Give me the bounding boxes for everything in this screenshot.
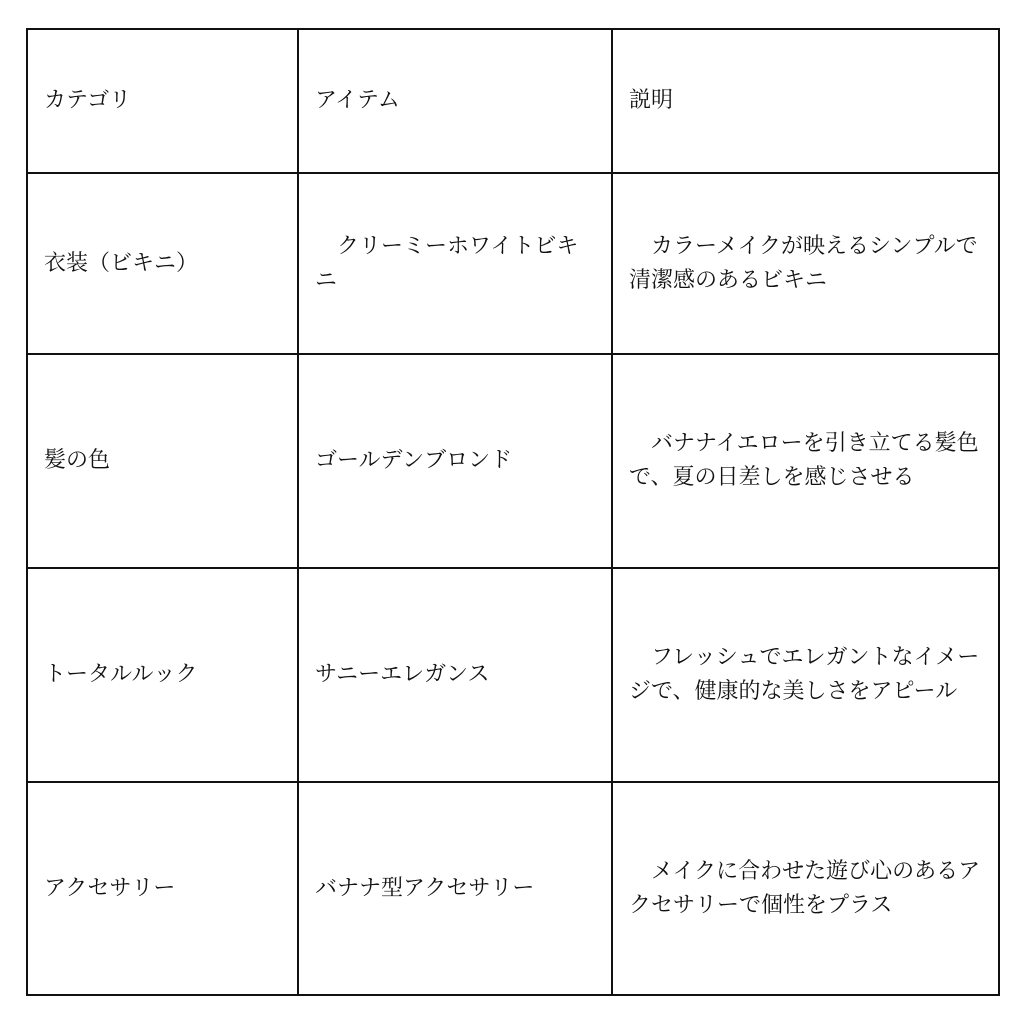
table-row — [27, 782, 999, 995]
item-cell — [298, 568, 612, 782]
category-cell — [27, 354, 298, 568]
category-cell — [27, 782, 298, 995]
header-cell-category — [27, 29, 298, 173]
item-text: クリーミーホワイトビキニ — [315, 233, 579, 293]
category-text: トータルルック — [44, 662, 198, 687]
item-text: バナナ型アクセサリー — [315, 875, 535, 901]
description-text: バナナイエローを引き立てる髪色で、夏の日差しを感じさせる — [629, 431, 979, 490]
item-cell — [298, 173, 612, 354]
table-row — [27, 354, 999, 568]
table-row — [27, 173, 999, 354]
header-cell-description — [612, 29, 999, 173]
item-text: ゴールデンブロンド — [315, 448, 513, 473]
description-cell — [612, 354, 999, 568]
category-text: アクセサリー — [44, 875, 176, 901]
description-cell — [612, 568, 999, 782]
category-cell — [27, 568, 298, 782]
styling-table — [26, 28, 1000, 996]
table-header-row — [27, 29, 999, 173]
description-text: カラーメイクが映えるシンプルで清潔感のあるビキニ — [629, 233, 978, 293]
table-row — [27, 568, 999, 782]
item-cell — [298, 354, 612, 568]
item-cell — [298, 782, 612, 995]
header-category-label: カテゴリ — [44, 88, 132, 113]
category-text: 衣装（ビキニ） — [44, 250, 199, 276]
description-cell — [612, 782, 999, 995]
description-text: フレッシュでエレガントなイメージで、健康的な美しさをアピール — [629, 645, 980, 704]
header-description-label: 説明 — [629, 88, 674, 113]
item-text: サニーエレガンス — [315, 662, 490, 687]
header-cell-item — [298, 29, 612, 173]
description-text: メイクに合わせた遊び心のあるアクセサリーで個性をプラス — [629, 858, 981, 918]
description-cell — [612, 173, 999, 354]
category-cell — [27, 173, 298, 354]
header-item-label: アイテム — [315, 88, 400, 113]
category-text: 髪の色 — [44, 448, 111, 473]
